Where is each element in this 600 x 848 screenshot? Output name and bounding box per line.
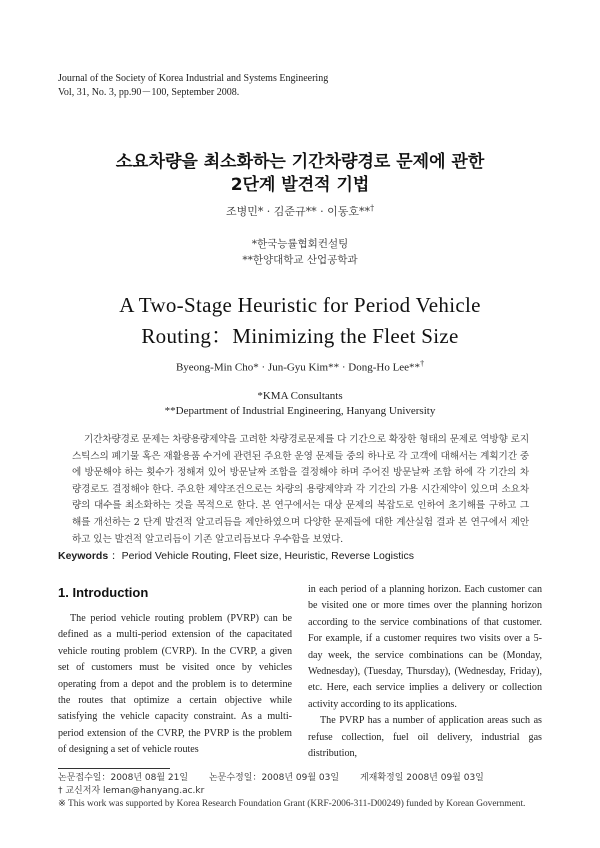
corresponding-author-note: † 교신저자 leman@hanyang.ac.kr bbox=[58, 786, 205, 796]
english-affiliation-1: *KMA Consultants bbox=[257, 390, 343, 402]
english-title-line1: A Two-Stage Heuristic for Period Vehicle bbox=[119, 293, 481, 317]
korean-affiliation-2: **한양대학교 산업공학과 bbox=[242, 254, 358, 266]
korean-authors-names: 조병민* · 김준규** · 이동호** bbox=[225, 205, 371, 218]
journal-header bbox=[58, 72, 328, 100]
korean-authors bbox=[0, 203, 600, 219]
funding-note: ※ This work was supported by Korea Research Foundation Grant (KRF-2006-311-D00249) funded by Korean Government. bbox=[58, 799, 526, 809]
keywords-label: Keywords bbox=[58, 550, 109, 562]
english-corresponding-mark: † bbox=[420, 359, 425, 368]
revised-date: 논문수정일：2008년 09월 03일 bbox=[208, 773, 340, 783]
received-date: 논문접수일：2008년 08월 21일 bbox=[58, 773, 189, 783]
english-authors-names: Byeong-Min Cho* · Jun-Gyu Kim** · Dong-Ho Lee** bbox=[175, 361, 421, 374]
english-title-line2: Routing：Minimizing the Fleet Size bbox=[141, 324, 459, 348]
journal-name: Journal of the Society of Korea Industrial and Systems Engineering bbox=[58, 73, 329, 84]
footnote-dates bbox=[58, 773, 502, 784]
body-right-column bbox=[308, 582, 542, 762]
korean-corresponding-mark: † bbox=[370, 203, 375, 213]
body-left-column: The period vehicle routing problem (PVRP) can be defined as a multi-period extension of the capacitated vehicle routing problem (CVRP). In the CVRP, a given set of customers must be visited once by vehicles operating from a depot and the problem is to determine the routes that optimize a certain objective while satisfying the vehicle capacity constraint. As a multi-period extension of the CVRP, the PVRP is the problem of designing a set of vehicle routes bbox=[58, 613, 292, 756]
english-authors bbox=[0, 359, 600, 374]
keywords-text: Period Vehicle Routing, Fleet size, Heuristic, Reverse Logistics bbox=[121, 550, 414, 562]
korean-title-line2: 2단계 발견적 기법 bbox=[230, 175, 370, 195]
korean-title-line1: 소요차량을 최소화하는 기간차량경로 문제에 관한 bbox=[115, 152, 485, 172]
body-right-paragraph-1: in each period of a planning horizon. Each customer can be visited one or more times over the planning horizon according to the service combinations of that customer. For example, if a customer requires two visits over a 5-day week, the service combinations can be (Monday, Wednesday), (Tuesday, Thursday), (Wednesday, Friday), etc. Here, each service implies a delivery or collection activity according to its applications. bbox=[308, 584, 542, 710]
keywords bbox=[58, 548, 414, 563]
english-affiliation-2: **Department of Industrial Engineering, Hanyang University bbox=[164, 405, 436, 417]
keywords-separator: ： bbox=[111, 550, 122, 562]
korean-affiliation-1: *한국능률협회컨설팅 bbox=[251, 238, 349, 250]
section-heading: 1. Introduction bbox=[58, 585, 149, 600]
accepted-date: 게재확정일 2008년 09월 03일 bbox=[359, 773, 484, 783]
body-right-paragraph-2: The PVRP has a number of application areas such as refuse collection, fuel oil delivery, industrial gas distribution, bbox=[308, 715, 542, 760]
journal-volume: Vol, 31, No. 3, pp.90－100, September 2008. bbox=[58, 87, 240, 98]
footnote-divider bbox=[58, 768, 170, 769]
abstract: 기간차량경로 문제는 차량용량제약을 고려한 차량경로문제를 다 기간으로 확장한 형태의 문제로 역방향 로지스틱스의 폐기물 혹은 재활용품 수거에 관련된 주요한 운영 문제들 중의 하나로 각 고객에 대해서는 계획기간 중에 방문해야 하는 횟수가 정해져 있어 방문날짜 조합을 결정해야 하며 주어진 방문날짜 조합 하에 각 기간의 차량경로도 결정해야 한다. 주요한 제약조건으로는 차량의 용량제약과 각 기간의 가용 시간제약이 있으며 소요차량의 대수를 최소화하는 것을 목적으로 한다. 본 연구에서는 대상 문제의 복잡도로 인하여 초기해를 구하고 그 해를 개선하는 2 단계 발견적 알고리듬을 제안하였으며 다양한 문제들에 대한 계산실험 결과 본 연구에서 제안하고 있는 발견적 알고리듬이 기존 알고리듬보다 우수함을 보였다. bbox=[72, 434, 529, 545]
